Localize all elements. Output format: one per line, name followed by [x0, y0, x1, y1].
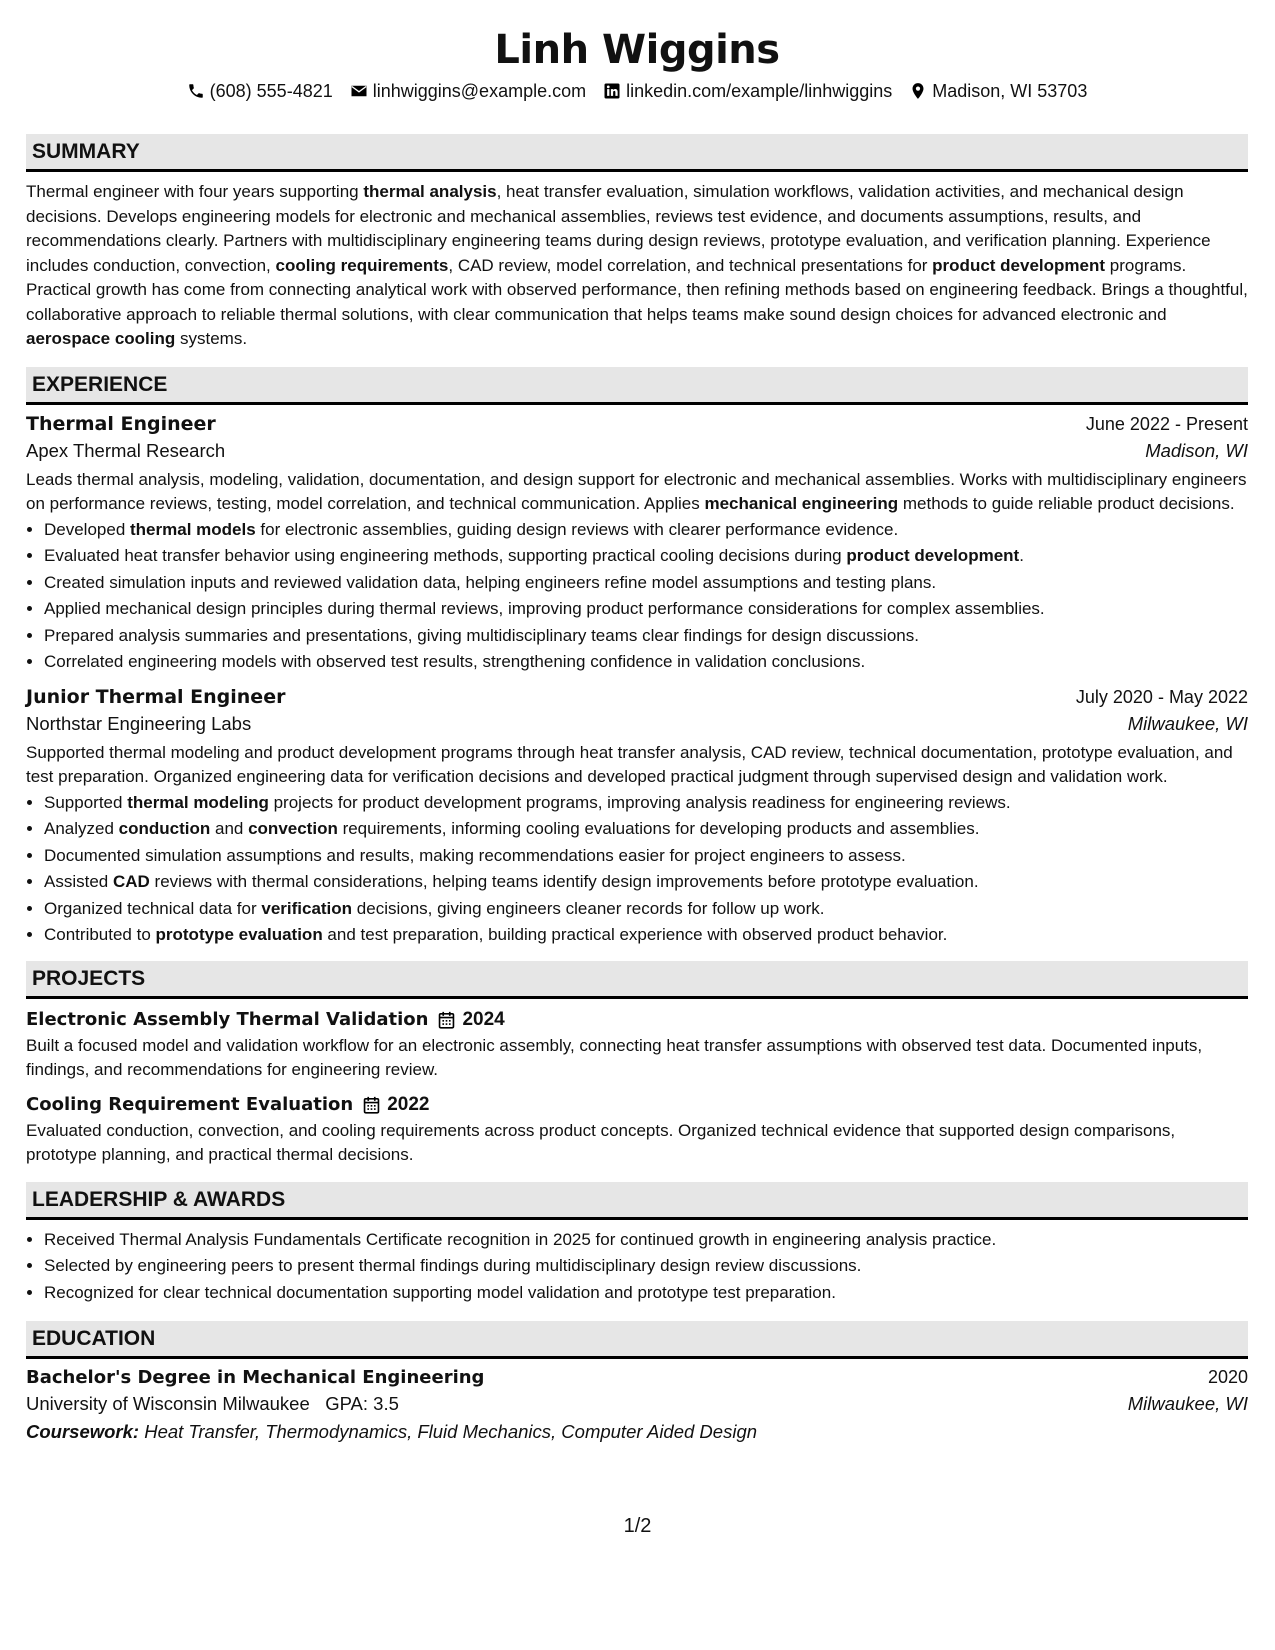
- list-item: • Correlated engineering models with observed test results, strengthening confidence in validation conclusions.: [44, 649, 1248, 676]
- bullet-text: Developed: [44, 519, 131, 539]
- page-number: 1/2: [623, 1515, 652, 1537]
- graduation-year: 2020: [1207, 1367, 1248, 1387]
- education-heading: EDUCATION: [26, 1321, 1248, 1359]
- school-location: Milwaukee, WI: [1127, 1393, 1248, 1414]
- bullet-text: Analyzed: [44, 819, 119, 838]
- bullet-text: for electronic assemblies, guiding design reviews with clearer performance evidence.: [255, 519, 899, 539]
- bullet-keyword: conduction: [118, 819, 211, 838]
- job-entry: [26, 413, 1248, 676]
- project-entry: [26, 1009, 1248, 1083]
- bullet-text: Assisted: [44, 872, 113, 891]
- bullet-keyword: thermal models: [130, 519, 256, 539]
- job-header: [26, 686, 1248, 708]
- job-company: Apex Thermal Research: [26, 439, 226, 461]
- job-subheader: [26, 713, 1248, 735]
- summary-keyword: thermal analysis: [363, 182, 497, 201]
- job-bullets: [26, 790, 1248, 949]
- job-title: Thermal Engineer: [26, 412, 216, 435]
- list-item: [44, 517, 1248, 544]
- envelope-icon: [350, 82, 368, 100]
- project-entry: [26, 1094, 1248, 1168]
- list-item: • Recognized for clear technical documentation supporting model validation and prototype test preparation.: [44, 1280, 1248, 1307]
- linkedin-icon: [603, 82, 621, 100]
- project-description: Built a focused model and validation workflow for an electronic assembly, connecting heat transfer assumptions with observed test data. Documented inputs, findings, and recommendations for engineering review.: [26, 1035, 1203, 1079]
- project-title-row: [26, 1009, 1248, 1031]
- bullet-text: reviews with thermal considerations, helping teams identify design improvements before prototype evaluation.: [149, 872, 979, 891]
- project-date: [363, 1094, 429, 1116]
- list-item: [44, 869, 1248, 896]
- job-dates: July 2020 - May 2022: [1075, 686, 1248, 707]
- bullet-text: .: [1019, 546, 1024, 565]
- list-item: [44, 790, 1248, 817]
- bullet-keyword: prototype evaluation: [155, 925, 323, 944]
- summary-text: [26, 180, 1248, 352]
- bullet-text: Supported: [44, 792, 128, 812]
- project-year: 2022: [387, 1093, 430, 1115]
- summary-part: programs. Practical growth has come from connecting analytical work with observed performance, then refining methods based on engineering feedback. Brings a thoughtful, collaborative approach to reliable thermal solutions, with clear communication that helps teams make sound design choices for advanced electronic and: [26, 255, 1248, 324]
- projects-heading: PROJECTS: [26, 961, 1248, 999]
- list-item: [44, 816, 1248, 843]
- job-dates: June 2022 - Present: [1085, 413, 1248, 434]
- gpa: GPA: 3.5: [325, 1393, 399, 1414]
- summary-part: , CAD review, model correlation, and technical presentations for: [448, 255, 933, 275]
- list-item: • Received Thermal Analysis Fundamentals Certificate recognition in 2025 for continued growth in engineering analysis practice.: [44, 1227, 1248, 1254]
- experience-heading: EXPERIENCE: [26, 367, 1248, 405]
- bullet-text: Organized technical data for: [44, 898, 262, 918]
- desc-part: Leads thermal analysis, modeling, validation, documentation, and design support for electronic and mechanical assemblies. Works with multidisciplinary engineers on performance reviews, testing, model correlation, and technical communication. Applies: [26, 469, 1247, 513]
- bullet-text: Evaluated heat transfer behavior using engineering methods, supporting practical cooling decisions during: [44, 546, 847, 565]
- job-subheader: [26, 440, 1248, 462]
- summary-part: Thermal engineer with four years supporting: [26, 182, 364, 201]
- bullet-text: Contributed to: [44, 925, 156, 944]
- bullet-text: decisions, giving engineers cleaner records for follow up work.: [352, 898, 825, 918]
- calendar-icon: [363, 1096, 380, 1114]
- leadership-heading: LEADERSHIP & AWARDS: [26, 1182, 1248, 1220]
- bullet-keyword: CAD: [112, 872, 150, 891]
- job-header: [26, 413, 1248, 435]
- bullet-keyword: thermal modeling: [127, 792, 269, 812]
- job-title: Junior Thermal Engineer: [26, 685, 286, 708]
- bullet-keyword: convection: [248, 819, 338, 838]
- project-title-row: [26, 1094, 1248, 1116]
- job-entry: [26, 686, 1248, 949]
- desc-keyword: mechanical engineering: [704, 494, 899, 513]
- candidate-name: Linh Wiggins: [494, 27, 780, 73]
- bullet-text: projects for product development programs, improving analysis readiness for engineering reviews.: [268, 792, 1011, 812]
- contact-location: [909, 78, 1087, 104]
- bullet-keyword: verification: [261, 898, 353, 918]
- bullet-text: and: [210, 819, 249, 838]
- leadership-list: [26, 1227, 1248, 1307]
- contact-email[interactable]: [350, 78, 586, 104]
- summary-heading: SUMMARY: [26, 134, 1248, 172]
- list-item: [44, 896, 1248, 923]
- job-location: Milwaukee, WI: [1127, 712, 1248, 734]
- linkedin-link[interactable]: linkedin.com/example/linhwiggins: [626, 81, 893, 101]
- job-location: Madison, WI: [1145, 439, 1248, 461]
- list-item: • Documented simulation assumptions and results, making recommendations easier for project engineers to assess.: [44, 843, 1248, 870]
- summary-keyword: aerospace cooling: [26, 329, 176, 348]
- bullet-keyword: product development: [846, 546, 1020, 565]
- job-description: Supported thermal modeling and product development programs through heat transfer analysis, CAD review, technical documentation, prototype evaluation, and test preparation. Organized engineering data for verification decisions and developed practical judgment through supervised design and validation work.: [26, 742, 1233, 786]
- contact-phone: [187, 78, 333, 104]
- list-item: [44, 543, 1248, 570]
- list-item: • Created simulation inputs and reviewed validation data, helping engineers refine model assumptions and testing plans.: [44, 570, 1248, 597]
- resume-page: [26, 0, 1248, 1443]
- map-pin-icon: [909, 82, 927, 100]
- calendar-icon: [438, 1011, 455, 1029]
- summary-keyword: product development: [932, 255, 1106, 275]
- education-header: [26, 1367, 1248, 1388]
- phone-text: (608) 555-4821: [209, 81, 333, 101]
- coursework: [26, 1421, 1248, 1443]
- project-year: 2024: [462, 1008, 505, 1030]
- project-date: [438, 1009, 504, 1031]
- summary-part: , heat transfer evaluation, simulation workflows, validation activities, and mechanical design decisions. Develops engineering models for electronic and mechanical assemblies, reviews test evidence, and documents assumptions, results, and recommendations clearly. Partners with multidisciplinary engineering teams during design reviews, prototype evaluation, and verification planning. Experience includes conduction, convection,: [26, 182, 1211, 275]
- school-info: [26, 1393, 399, 1415]
- bullet-text: requirements, informing cooling evaluations for developing products and assemblies.: [337, 819, 980, 838]
- job-description: [26, 468, 1248, 517]
- phone-icon: [187, 82, 205, 100]
- project-title: Electronic Assembly Thermal Validation: [26, 1009, 429, 1030]
- job-company: Northstar Engineering Labs: [26, 712, 252, 734]
- contact-bar: [26, 78, 1248, 104]
- summary-keyword: cooling requirements: [275, 255, 449, 275]
- bullet-text: and test preparation, building practical experience with observed product behavior.: [322, 925, 948, 944]
- list-item: [44, 922, 1248, 949]
- project-description: Evaluated conduction, convection, and cooling requirements across product concepts. Organized technical evidence that supported design comparisons, prototype planning, and practical thermal decisions.: [26, 1120, 1176, 1164]
- school-name: University of Wisconsin Milwaukee: [26, 1393, 310, 1414]
- email-link[interactable]: linhwiggins@example.com: [372, 81, 587, 101]
- education-subheader: [26, 1393, 1248, 1415]
- location-text: Madison, WI 53703: [932, 81, 1088, 101]
- project-title: Cooling Requirement Evaluation: [26, 1094, 354, 1115]
- coursework-label: Coursework:: [26, 1421, 140, 1442]
- coursework-list: Heat Transfer, Thermodynamics, Fluid Mechanics, Computer Aided Design: [144, 1421, 758, 1442]
- degree-title: Bachelor's Degree in Mechanical Engineering: [26, 1367, 485, 1388]
- list-item: • Selected by engineering peers to present thermal findings during multidisciplinary design review discussions.: [44, 1253, 1248, 1280]
- summary-part: systems.: [175, 329, 248, 348]
- list-item: • Prepared analysis summaries and presentations, giving multidisciplinary teams clear findings for design discussions.: [44, 623, 1248, 650]
- job-bullets: [26, 517, 1248, 676]
- list-item: • Applied mechanical design principles during thermal reviews, improving product performance considerations for complex assemblies.: [44, 596, 1248, 623]
- education-entry: [26, 1367, 1248, 1443]
- desc-part: methods to guide reliable product decisions.: [898, 494, 1235, 513]
- contact-linkedin[interactable]: [603, 78, 892, 104]
